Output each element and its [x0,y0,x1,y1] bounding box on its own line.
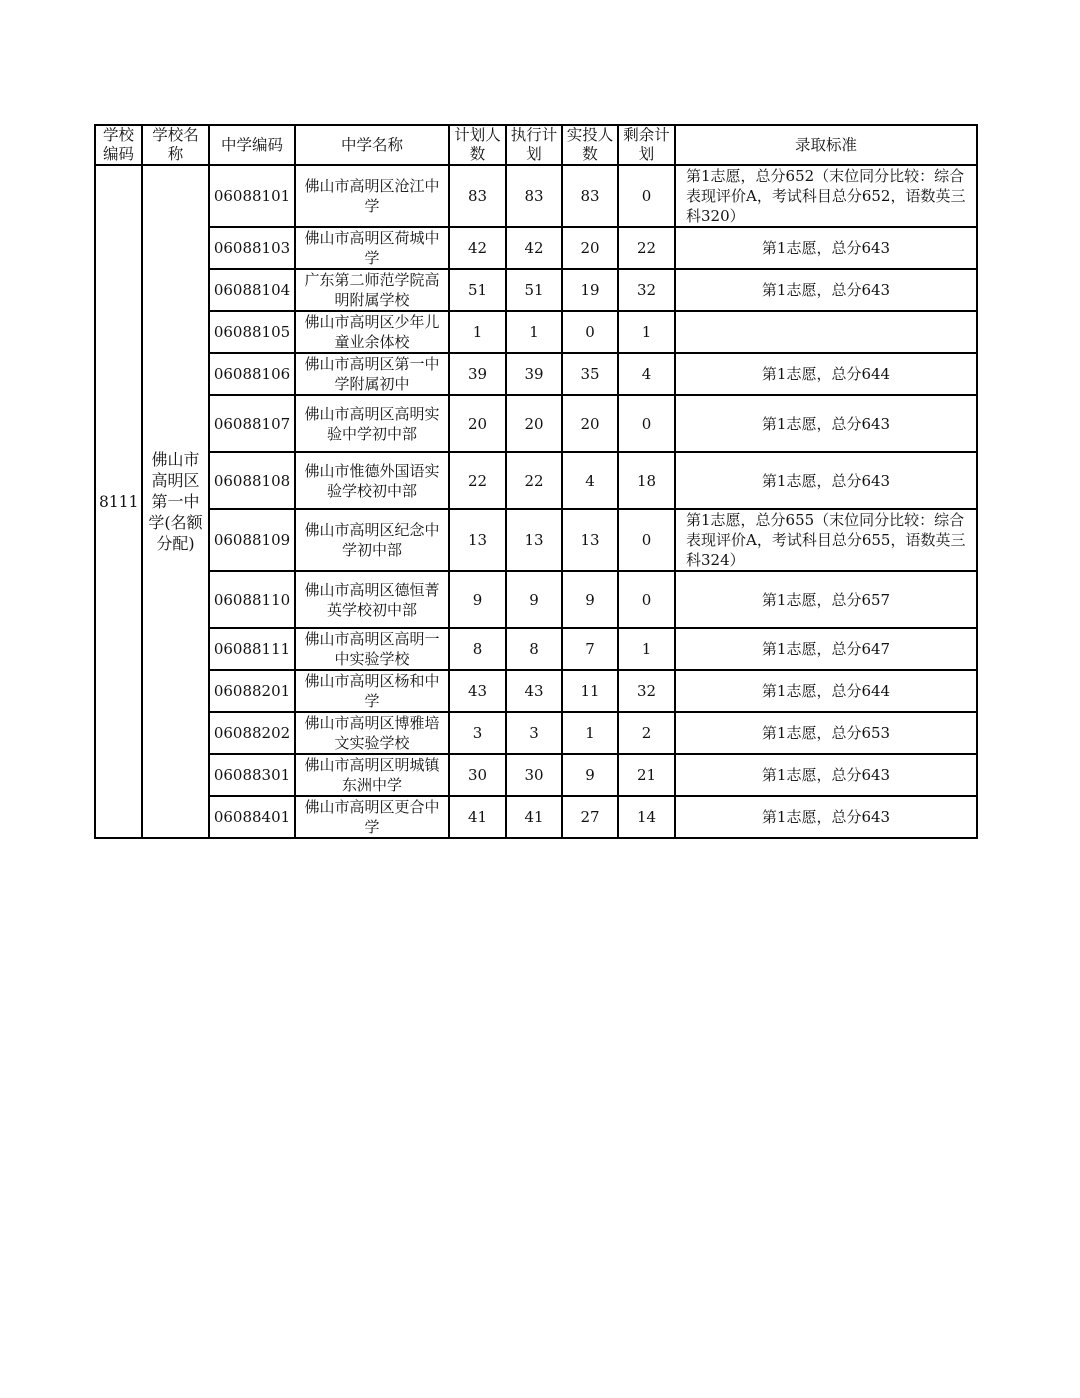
header-exec: 执行计划 [506,125,562,165]
header-row [95,125,977,165]
exec-cell: 83 [506,165,562,227]
plan-cell: 42 [449,227,506,269]
middle-name-cell: 佛山市高明区高明一中实验学校 [295,628,449,670]
criteria-cell: 第1志愿，总分643 [675,269,977,311]
remain-cell: 0 [618,395,675,452]
plan-cell: 8 [449,628,506,670]
middle-code-cell: 06088108 [209,452,295,509]
criteria-cell: 第1志愿，总分643 [675,754,977,796]
actual-cell: 35 [562,353,618,395]
plan-cell: 1 [449,311,506,353]
actual-cell: 11 [562,670,618,712]
remain-cell: 2 [618,712,675,754]
criteria-cell: 第1志愿，总分643 [675,395,977,452]
middle-name-cell: 佛山市高明区荷城中学 [295,227,449,269]
middle-name-cell: 佛山市高明区第一中学附属初中 [295,353,449,395]
table-row [95,628,977,670]
exec-cell: 1 [506,311,562,353]
actual-cell: 7 [562,628,618,670]
criteria-cell: 第1志愿，总分647 [675,628,977,670]
criteria-cell: 第1志愿，总分644 [675,353,977,395]
exec-cell: 51 [506,269,562,311]
exec-cell: 43 [506,670,562,712]
table-row [95,509,977,571]
actual-cell: 9 [562,571,618,628]
middle-code-cell: 06088401 [209,796,295,838]
table-row [95,165,977,227]
school-code-cell: 8111 [95,165,142,838]
admission-table [94,124,978,839]
remain-cell: 0 [618,509,675,571]
criteria-cell: 第1志愿，总分643 [675,452,977,509]
exec-cell: 3 [506,712,562,754]
plan-cell: 22 [449,452,506,509]
middle-code-cell: 06088109 [209,509,295,571]
actual-cell: 20 [562,227,618,269]
actual-cell: 4 [562,452,618,509]
exec-cell: 39 [506,353,562,395]
plan-cell: 13 [449,509,506,571]
criteria-cell: 第1志愿，总分652（末位同分比较：综合表现评价A，考试科目总分652，语数英三科320） [675,165,977,227]
criteria-cell: 第1志愿，总分643 [675,796,977,838]
header-actual: 实投人数 [562,125,618,165]
table-row [95,269,977,311]
middle-name-cell: 佛山市高明区纪念中学初中部 [295,509,449,571]
table-row [95,311,977,353]
header-criteria: 录取标准 [675,125,977,165]
middle-name-cell: 佛山市高明区德恒菁英学校初中部 [295,571,449,628]
plan-cell: 43 [449,670,506,712]
remain-cell: 0 [618,165,675,227]
plan-cell: 39 [449,353,506,395]
plan-cell: 9 [449,571,506,628]
header-school-code: 学校编码 [95,125,142,165]
criteria-cell: 第1志愿，总分643 [675,227,977,269]
actual-cell: 83 [562,165,618,227]
table-row [95,712,977,754]
criteria-cell: 第1志愿，总分657 [675,571,977,628]
table-row [95,571,977,628]
exec-cell: 8 [506,628,562,670]
table-row [95,754,977,796]
criteria-cell: 第1志愿，总分655（末位同分比较：综合表现评价A，考试科目总分655，语数英三科324） [675,509,977,571]
remain-cell: 21 [618,754,675,796]
remain-cell: 4 [618,353,675,395]
actual-cell: 1 [562,712,618,754]
actual-cell: 0 [562,311,618,353]
plan-cell: 3 [449,712,506,754]
middle-name-cell: 佛山市惟德外国语实验学校初中部 [295,452,449,509]
exec-cell: 41 [506,796,562,838]
actual-cell: 27 [562,796,618,838]
middle-code-cell: 06088201 [209,670,295,712]
remain-cell: 32 [618,269,675,311]
exec-cell: 30 [506,754,562,796]
middle-code-cell: 06088202 [209,712,295,754]
criteria-cell: 第1志愿，总分653 [675,712,977,754]
remain-cell: 1 [618,311,675,353]
table-row [95,353,977,395]
header-remain: 剩余计划 [618,125,675,165]
exec-cell: 42 [506,227,562,269]
plan-cell: 20 [449,395,506,452]
plan-cell: 41 [449,796,506,838]
actual-cell: 9 [562,754,618,796]
middle-code-cell: 06088301 [209,754,295,796]
table-row [95,395,977,452]
actual-cell: 20 [562,395,618,452]
header-middle-name: 中学名称 [295,125,449,165]
middle-name-cell: 佛山市高明区杨和中学 [295,670,449,712]
middle-name-cell: 佛山市高明区更合中学 [295,796,449,838]
middle-name-cell: 佛山市高明区博雅培文实验学校 [295,712,449,754]
plan-cell: 51 [449,269,506,311]
criteria-cell [675,311,977,353]
header-plan: 计划人数 [449,125,506,165]
school-name-cell: 佛山市高明区第一中学(名额分配) [142,165,209,838]
middle-name-cell: 广东第二师范学院高明附属学校 [295,269,449,311]
middle-name-cell: 佛山市高明区少年儿童业余体校 [295,311,449,353]
table-row [95,796,977,838]
exec-cell: 13 [506,509,562,571]
exec-cell: 9 [506,571,562,628]
remain-cell: 32 [618,670,675,712]
remain-cell: 14 [618,796,675,838]
middle-code-cell: 06088107 [209,395,295,452]
header-school-name: 学校名称 [142,125,209,165]
middle-name-cell: 佛山市高明区高明实验中学初中部 [295,395,449,452]
middle-code-cell: 06088111 [209,628,295,670]
table-row [95,452,977,509]
middle-name-cell: 佛山市高明区明城镇东洲中学 [295,754,449,796]
middle-code-cell: 06088106 [209,353,295,395]
header-middle-code: 中学编码 [209,125,295,165]
table-row [95,670,977,712]
table-row [95,227,977,269]
middle-code-cell: 06088110 [209,571,295,628]
middle-code-cell: 06088101 [209,165,295,227]
middle-code-cell: 06088103 [209,227,295,269]
exec-cell: 22 [506,452,562,509]
middle-code-cell: 06088104 [209,269,295,311]
middle-code-cell: 06088105 [209,311,295,353]
middle-name-cell: 佛山市高明区沧江中学 [295,165,449,227]
remain-cell: 22 [618,227,675,269]
plan-cell: 30 [449,754,506,796]
actual-cell: 19 [562,269,618,311]
actual-cell: 13 [562,509,618,571]
remain-cell: 18 [618,452,675,509]
exec-cell: 20 [506,395,562,452]
remain-cell: 0 [618,571,675,628]
criteria-cell: 第1志愿，总分644 [675,670,977,712]
plan-cell: 83 [449,165,506,227]
remain-cell: 1 [618,628,675,670]
